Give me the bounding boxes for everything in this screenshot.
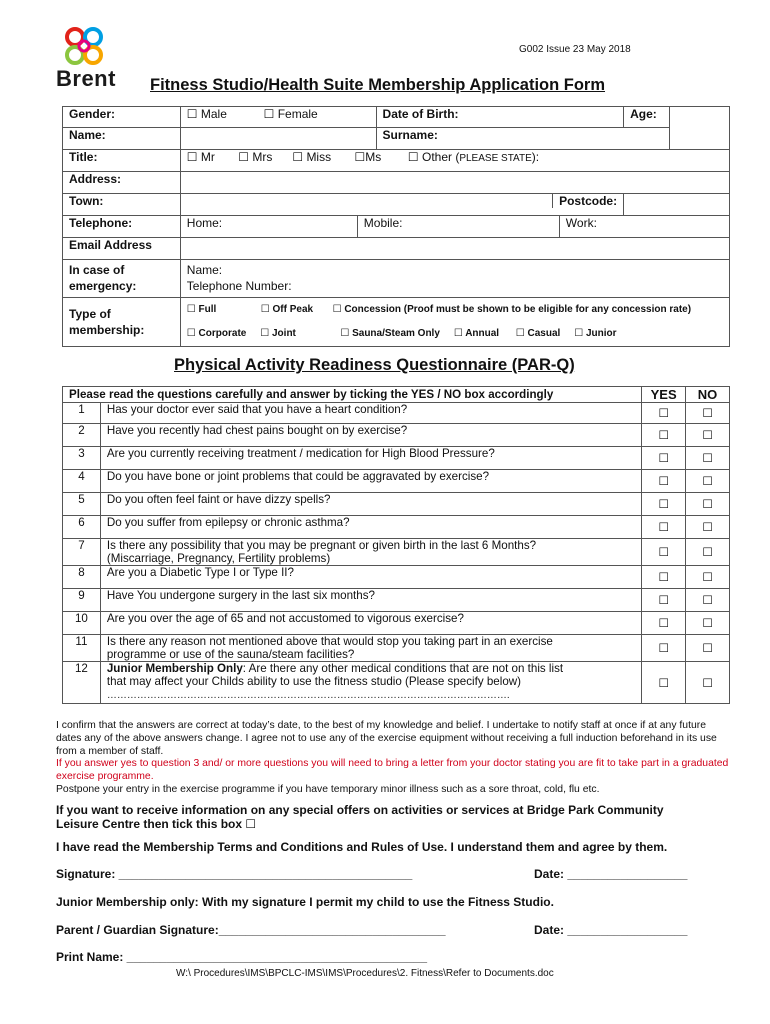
yes-checkbox[interactable]: ☐: [642, 447, 686, 470]
terms-text: I have read the Membership Terms and Conditions and Rules of Use. I understand them and agree by them.: [56, 840, 668, 854]
title-mr-checkbox[interactable]: ☐ Mr: [186, 150, 215, 164]
date-field[interactable]: Date: __________________: [534, 867, 688, 881]
no-header: NO: [686, 387, 730, 403]
yes-header: YES: [642, 387, 686, 403]
name-label: Name:: [63, 128, 181, 150]
yes-checkbox[interactable]: ☐: [642, 493, 686, 516]
age-label: Age:: [624, 107, 670, 128]
question-text: Is there any possibility that you may be pregnant or given birth in the last 6 Months? (Miscarriage, Pregnancy, Fertility problems): [100, 539, 641, 566]
parent-signature-field[interactable]: Parent / Guardian Signature:__________________________________: [56, 923, 446, 937]
no-checkbox[interactable]: ☐: [686, 516, 730, 539]
no-checkbox[interactable]: ☐: [686, 424, 730, 447]
parq-instruction: Please read the questions carefully and answer by ticking the YES / NO box accordingly: [63, 387, 642, 403]
membership-annual-checkbox[interactable]: ☐ Annual: [453, 328, 500, 339]
age-field[interactable]: [670, 107, 730, 150]
no-checkbox[interactable]: ☐: [686, 612, 730, 635]
parq-title: Physical Activity Readiness Questionnaire (PAR-Q): [174, 356, 575, 374]
no-checkbox[interactable]: ☐: [686, 635, 730, 662]
no-checkbox[interactable]: ☐: [686, 566, 730, 589]
postcode-label: Postcode:: [552, 194, 623, 208]
question-text: Are you over the age of 65 and not accustomed to vigorous exercise?: [100, 612, 641, 635]
question-text: Do you have bone or joint problems that could be aggravated by exercise?: [100, 470, 641, 493]
offers-text: If you want to receive information on any special offers on activities or services at Bridge Park Community Leisure Centre then tick this box ☐: [56, 803, 664, 831]
yes-checkbox[interactable]: ☐: [642, 566, 686, 589]
yes-checkbox[interactable]: ☐: [642, 635, 686, 662]
no-checkbox[interactable]: ☐: [686, 447, 730, 470]
yes-checkbox[interactable]: ☐: [642, 516, 686, 539]
membership-offpeak-checkbox[interactable]: ☐ Off Peak: [260, 304, 314, 315]
surname-field[interactable]: Surname:: [376, 128, 670, 150]
emergency-label: In case of emergency:: [63, 260, 181, 298]
mobile-phone-field[interactable]: Mobile:: [358, 216, 560, 237]
no-checkbox[interactable]: ☐: [686, 470, 730, 493]
no-checkbox[interactable]: ☐: [686, 539, 730, 566]
female-checkbox[interactable]: ☐ Female: [263, 107, 318, 121]
dob-label[interactable]: Date of Birth:: [376, 107, 624, 128]
membership-label: Type of membership:: [63, 298, 181, 347]
form-title: Fitness Studio/Health Suite Membership Application Form: [150, 76, 606, 94]
town-label: Town:: [63, 194, 181, 216]
membership-concession-checkbox[interactable]: ☐ Concession (Proof must be shown to be eligible for any concession rate): [332, 304, 692, 315]
title-mrs-checkbox[interactable]: ☐ Mrs: [238, 150, 273, 164]
question-text: Have you recently had chest pains bought on by exercise?: [100, 424, 641, 447]
offers-checkbox[interactable]: ☐: [245, 817, 257, 831]
brent-logo-mark: [64, 26, 112, 68]
membership-sauna-checkbox[interactable]: ☐ Sauna/Steam Only: [340, 328, 440, 339]
no-checkbox[interactable]: ☐: [686, 589, 730, 612]
signature-field[interactable]: Signature: ____________________________________________: [56, 867, 413, 881]
question-text: Is there any reason not mentioned above that would stop you taking part in an exercise programme or use of the sauna/steam facilities?: [100, 635, 641, 662]
question-text: Has your doctor ever said that you have a heart condition?: [100, 403, 641, 424]
membership-full-checkbox[interactable]: ☐ Full: [186, 304, 217, 315]
no-checkbox[interactable]: ☐: [686, 662, 730, 704]
footer-path: W:\ Procedures\IMS\BPCLC-IMS\IMS\Procedures\2. Fitness\Refer to Documents.doc: [176, 968, 554, 979]
gender-label: Gender:: [63, 107, 181, 128]
postpone-text: Postpone your entry in the exercise programme if you have temporary minor illness such as a sore throat, cold, flu etc.: [56, 784, 600, 795]
yes-checkbox[interactable]: ☐: [642, 403, 686, 424]
yes-checkbox[interactable]: ☐: [642, 470, 686, 493]
email-field[interactable]: [180, 238, 729, 260]
print-name-field[interactable]: Print Name: _____________________________________________: [56, 950, 428, 964]
personal-details-table: [62, 106, 730, 347]
membership-corporate-checkbox[interactable]: ☐ Corporate: [186, 328, 247, 339]
question-text: Are you currently receiving treatment / medication for High Blood Pressure?: [100, 447, 641, 470]
title-miss-checkbox[interactable]: ☐ Miss: [292, 150, 332, 164]
logo-text: Brent: [56, 66, 116, 91]
yes-checkbox[interactable]: ☐: [642, 589, 686, 612]
emergency-field[interactable]: Name: Telephone Number:: [180, 260, 729, 298]
no-checkbox[interactable]: ☐: [686, 493, 730, 516]
question-text: Junior Membership Only: Are there any other medical conditions that are not on this list that may affect your Childs ability to use the fitness studio (Please specify below) ………………………………………………………………………………………………………….: [100, 662, 641, 704]
male-checkbox[interactable]: ☐ Male: [186, 107, 227, 121]
parent-date-field[interactable]: Date: __________________: [534, 923, 688, 937]
title-other-checkbox[interactable]: ☐ Other (PLEASE STATE):: [407, 150, 540, 164]
yes-checkbox[interactable]: ☐: [642, 424, 686, 447]
question-text: Do you often feel faint or have dizzy spells?: [100, 493, 641, 516]
no-checkbox[interactable]: ☐: [686, 403, 730, 424]
title-ms-checkbox[interactable]: ☐Ms: [354, 150, 382, 164]
yes-checkbox[interactable]: ☐: [642, 612, 686, 635]
email-label: Email Address: [63, 238, 181, 260]
membership-casual-checkbox[interactable]: ☐ Casual: [515, 328, 561, 339]
title-label: Title:: [63, 150, 181, 172]
parq-table: Please read the questions carefully and answer by ticking the YES / NO box accordingly YES NO 1 Has your doctor ever said that you have a heart condition? ☐ ☐ 2 Have you recently had chest pains bought on by exercise? ☐ ☐ 3 Are you currently receiving treatment / medication for High Blood Pressure? ☐ ☐ 4 Do you have bone or joint problems that could be aggravated by exercise? ☐ ☐ 5 Do you often feel faint or have dizzy spells? ☐ ☐ 6 Do you suffer from epilepsy or chronic asthma? ☐ ☐ 7 Is there any possibility that you may be pregnant or given birth in the last 6 Months? (Miscarriage, Pregnancy, Fertility problems) ☐ ☐ 8 Are you a Diabetic Type I or Type II? ☐ ☐ 9 Have You undergone surgery in the last six months? ☐ ☐ 10 Are you over the age of 65 and not accustomed to vigorous exercise? ☐ ☐ 11 Is there any reason not mentioned above that would stop you taking part in an exercise programme or use of the sauna/steam facilities? ☐ ☐ 12 Junior Membership Only: Are there any other medical conditions that are not on this list that may affect your Childs ability to use the fitness studio (Please specify below) …………………………………………………………………………………………………………. ☐ ☐: [62, 386, 730, 704]
question-text: Are you a Diabetic Type I or Type II?: [100, 566, 641, 589]
confirm-text: I confirm that the answers are correct at today’s date, to the best of my knowledge and belief. I undertake to notify staff at once if at any future dates any of the above answers change. I agree not to use any of the exercise equipment without receiving a full induction beforehand in its use from a member of staff.: [56, 720, 717, 757]
membership-joint-checkbox[interactable]: ☐ Joint: [260, 328, 296, 339]
address-label: Address:: [63, 172, 181, 194]
postcode-field[interactable]: [624, 194, 730, 216]
membership-junior-checkbox[interactable]: ☐ Junior: [574, 328, 617, 339]
address-field[interactable]: [180, 172, 729, 194]
telephone-label: Telephone:: [63, 216, 181, 238]
junior-permission-text: Junior Membership only: With my signature I permit my child to use the Fitness Studio.: [56, 895, 554, 909]
issue-label: G002 Issue 23 May 2018: [519, 44, 631, 55]
yes-checkbox[interactable]: ☐: [642, 539, 686, 566]
name-field[interactable]: [180, 128, 376, 150]
work-phone-field[interactable]: Work:: [565, 216, 597, 230]
yes-checkbox[interactable]: ☐: [642, 662, 686, 704]
town-field[interactable]: [180, 194, 623, 216]
question-text: Do you suffer from epilepsy or chronic asthma?: [100, 516, 641, 539]
doctor-letter-warning: If you answer yes to question 3 and/ or more questions you will need to bring a letter from your doctor stating you are fit to take part in a graduated exercise programme.: [56, 758, 729, 782]
question-text: Have You undergone surgery in the last six months?: [100, 589, 641, 612]
home-phone-field[interactable]: Home:: [181, 216, 358, 237]
